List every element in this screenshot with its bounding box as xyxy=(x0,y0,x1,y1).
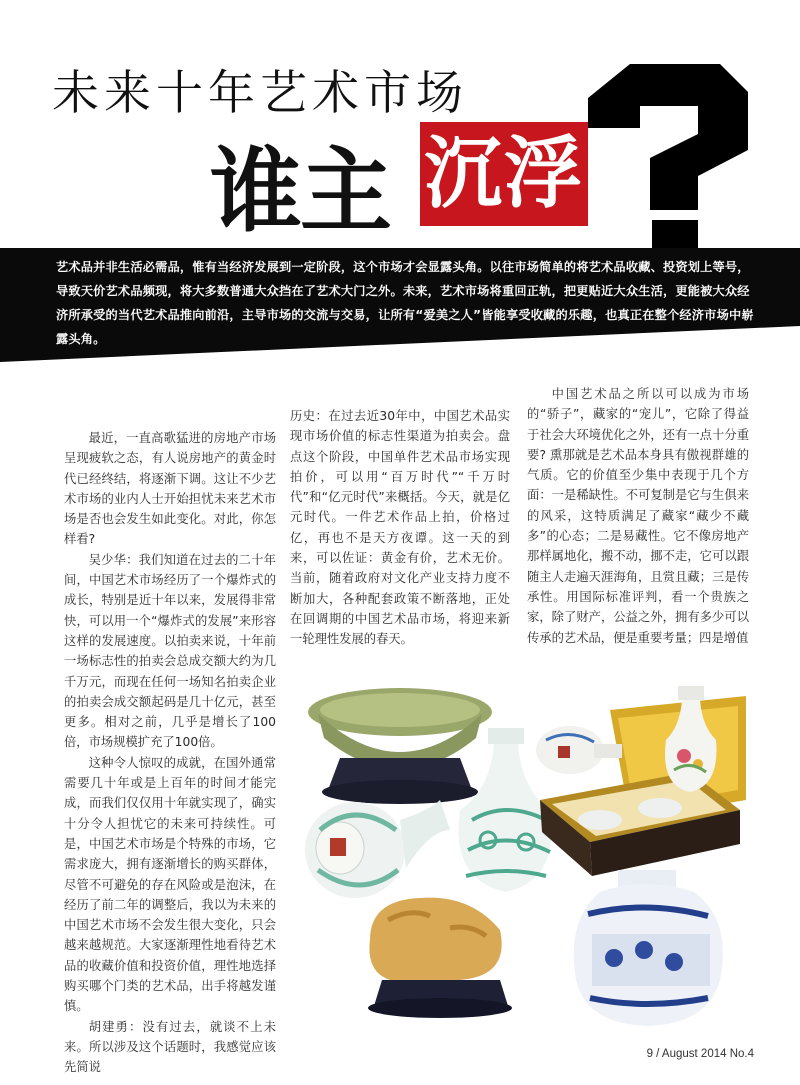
antiques-photo xyxy=(300,680,760,1040)
paragraph: 吴少华：我们知道在过去的二十年间，中国艺术市场经历了一个爆炸式的成长，特别是近十年以来，发展得非常快，可以用一个“爆炸式的发展”来形容这样的发展速度。以拍卖来说，十年前一场标志性的拍卖会总成交额大约为几千万元，而现在任何一场知名拍卖企业的拍卖会成交额起码是几十亿元，甚至更多。相对之前，几乎是增长了100倍，市场规模扩充了100倍。 xyxy=(64,552,276,750)
jade-carving-icon xyxy=(368,898,512,1018)
article-column-3 xyxy=(527,384,749,648)
article-column-1 xyxy=(64,428,276,1078)
paragraph: 胡建勇：没有过去，就谈不上未来。所以涉及这个话题时，我感觉应该先简说 xyxy=(64,1019,276,1075)
title-line-1: 未来十年艺术市场 xyxy=(52,66,468,121)
paragraph: 中国艺术品之所以可以成为市场的“骄子”，藏家的“宠儿”，它除了得益于社会大环境优化之外，还有一点十分重要? 熏那就是艺术品本身具有傲视群雄的气质。它的价值至少集中表现于几个方面：一是稀缺性。不可复制是它与生俱来的风采，这特质满足了藏家“藏少不藏多”的心态；二是易藏性。它不像房地产那样属地化，搬不动，挪不走，它可以跟随主人走遍天涯海角，且赏且藏；三是传承性。用国际标准评判，看一个贵族之家，除了财产，公益之外，拥有多少可以传承的艺术品，便是重要考量；四是增值 xyxy=(527,387,749,645)
paragraph: 这种令人惊叹的成就，在国外通常需要几十年或是上百年的时间才能完成，而我们仅仅用十年就实现了，确实十分令人担忧它的未来可持续性。可是，中国艺术市场是个特殊的市场，它需求庞大，拥有逐渐增长的购买群体，尽管不可避免的存在风险或是泡沫，在经历了前二年的调整后，我以为未来的中国艺术市场不会发生很大变化，只会越来越规范。大家逐渐理性地看待艺术品的收藏价值和投资价值，理性地选择购买哪个门类的艺术品，出手将越发谨慎。 xyxy=(64,755,276,1014)
title-line-2-red: 沉浮 xyxy=(420,122,588,226)
question-mark-icon xyxy=(570,58,760,258)
page-footer: 9 / August 2014 No.4 xyxy=(646,1048,754,1060)
celadon-bowl-icon xyxy=(308,688,492,804)
intro-text: 艺术品并非生活必需品，惟有当经济发展到一定阶段，这个市场才会显露头角。以往市场简单的将艺术品收藏、投资划上等号，导致天价艺术品频现，将大多数普通大众挡在了艺术大门之外。未来，艺术市场将重回正轨，把更贴近大众生活，更能被大众经济所承受的当代艺术品推向前沿，主导市场的交流与交易，让所有“爱美之人”皆能享受收藏的乐趣，也真正在整个经济市场中崭露头角。 xyxy=(56,260,754,346)
gift-box-icon xyxy=(540,696,746,876)
article-column-2 xyxy=(290,406,510,650)
title-line-2-black: 谁主 xyxy=(210,138,391,245)
blue-white-jar-icon xyxy=(574,870,723,1026)
white-vase-icon xyxy=(305,800,450,898)
paragraph: 历史：在过去近30年中，中国艺术品实现市场价值的标志性渠道为拍卖会。盘点这个阶段，中国单件艺术品市场实现拍价，可以用“百万时代”“千万时代”和“亿元时代”来概括。今天，就是亿元时代。一件艺术作品上拍，价格过亿，再也不是天方夜谭。这一天的到来，可以佐证：黄金有价，艺术无价。当前，随着政府对文化产业支持力度不断加大，各种配套政策不断落地，正处在回调期的中国艺术品市场，将迎来新一轮理性发展的春天。 xyxy=(290,409,510,647)
paragraph: 最近，一直高歌猛进的房地产市场呈现疲软之态，有人说房地产的黄金时代已经终结，将逐渐下调。这让不少艺术市场的业内人士开始担忧未来艺术市场是否也会发生如此变化。对此，你怎样看? xyxy=(64,431,276,547)
small-vase-icon xyxy=(536,726,622,774)
